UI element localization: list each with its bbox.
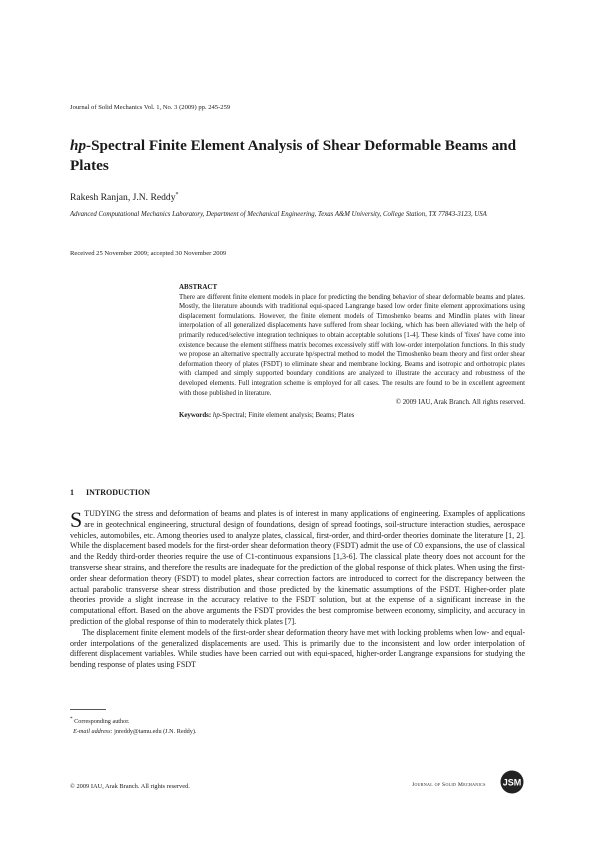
drop-cap: S [70, 507, 83, 532]
section-title: INTRODUCTION [86, 488, 151, 497]
abstract-copyright: © 2009 IAU, Arak Branch. All rights reserved. [395, 399, 525, 407]
footnote-label: Corresponding author. [74, 718, 130, 726]
paragraph [70, 509, 525, 628]
footer-journal-name: Journal of Solid Mechanics [412, 782, 486, 788]
paper-title [70, 136, 530, 175]
footer-copyright: © 2009 IAU, Arak Branch. All rights reserved. [70, 783, 190, 790]
author-list [70, 192, 179, 203]
keywords-hp: hp [212, 411, 220, 419]
keywords-list: -Spectral; Finite element analysis; Beams; Plates [219, 411, 355, 419]
journal-citation: Journal of Solid Mechanics Vol. 1, No. 3 (2009) pp. 245-259 [70, 104, 231, 111]
title-rest: -Spectral Finite Element Analysis of Shear Deformable Beams and Plates [70, 137, 517, 174]
abstract-block [179, 283, 525, 420]
section-number: 1 [70, 488, 74, 497]
journal-logo [500, 770, 524, 794]
footnote [70, 714, 196, 737]
section-heading [70, 488, 162, 497]
footnote-corresponding [70, 714, 196, 727]
authors-text: Rakesh Ranjan, J.N. Reddy [70, 192, 176, 204]
footnote-divider [70, 709, 106, 710]
title-hp: hp [70, 137, 87, 154]
footnote-mark: * [70, 716, 73, 722]
logo-text: JSM [502, 777, 522, 788]
affiliation: Advanced Computational Mechanics Laboratory, Department of Mechanical Engineering, Texas A&M University, College Station, TX 77843-3123, USA [70, 211, 487, 218]
abstract-body: There are different finite element models in place for predicting the bending behavior of shear deformable beams and plates. Mostly, the literature abounds with traditional equi-spaced Langrange based low order finite element approximations using displacement formulations. However, the finite element models of Timoshenko beams and Mindlin plates with linear interpolation of all generalized displacements have suffered from shear locking, which has been alleviated with the help of primarily reduced/selective integration techniques to obtain acceptable solutions [1-4]. These kinds of 'fixes' have come into existence because the element stiffness matrix becomes excessively stiff with low-order interpolation functions. In this study we propose an alternative spectrally accurate hp/spectral method to model the Timoshenko beam theory and first order shear deformation theory of plates (FSDT) to eliminate shear and membrane locking. Beams and isotropic and orthotropic plates with clamped and simply supported boundary conditions are analyzed to illustrate the accuracy and robustness of the developed elements. Full integration scheme is employed for all cases. The results are found to be in excellent agreement with those published in literature. [179, 293, 525, 397]
paragraph-text: TUDYING the stress and deformation of beams and plates is of interest in many applications of engineering. Examples of applications are in geotechnical engineering, structural design of foundations, design of spread footings, soil-structure interaction studies, aerospace vehicles, automobiles, etc. Among theories used to analyze plates, classical, first-order, and third-order theories dominate the literature [1, 2]. While the displacement based models for the first-order shear deformation theory (FSDT) admit the use of C0 expansions, the use of classical and the Reddy third-order theories require the use of C1-continuous expansions [1,3-6]. The classical plate theory does not account for the transverse shear strains, and therefore the results are inadequate for the prediction of the global response of thick plates. When using the first-order shear deformation theory (FSDT) to model plates, shear correction factors are introduced to correct for the discrepancy between the actual parabolic transverse shear stress distribution and those predicted by the kinematic assumptions of the FSDT. Higher-order plate theories provide a slight increase in the accuracy relative to the FSDT solution, but at the expense of a significant increase in the computational effort. Based on the above arguments the FSDT provides the best compromise between economy, simplicity, and accuracy in prediction of the global response of thin to moderately thick plates [7]. [70, 509, 525, 626]
keywords-label: Keywords: [179, 411, 212, 419]
footnote-email-line [70, 727, 196, 737]
keywords [179, 411, 525, 421]
paragraph: The displacement finite element models of the first-order shear deformation theory have met with locking problems when low- and equal-order interpolations of the generalized displacements are used. This is primarily due to the inconsistent and low order interpolation of different displacement variables. While studies have been carried out with equi-spaced, higher-order Langrange expansions for studying the bending response of plates using FSDT [70, 627, 525, 670]
email-label: E-mail address: [73, 728, 113, 736]
email-link[interactable]: jnreddy@tamu.edu (J.N. Reddy). [114, 728, 197, 736]
introduction-body [70, 509, 525, 671]
received-dates: Received 25 November 2009; accepted 30 November 2009 [70, 250, 227, 257]
abstract-heading: ABSTRACT [179, 283, 218, 291]
corresponding-mark: * [175, 192, 179, 198]
